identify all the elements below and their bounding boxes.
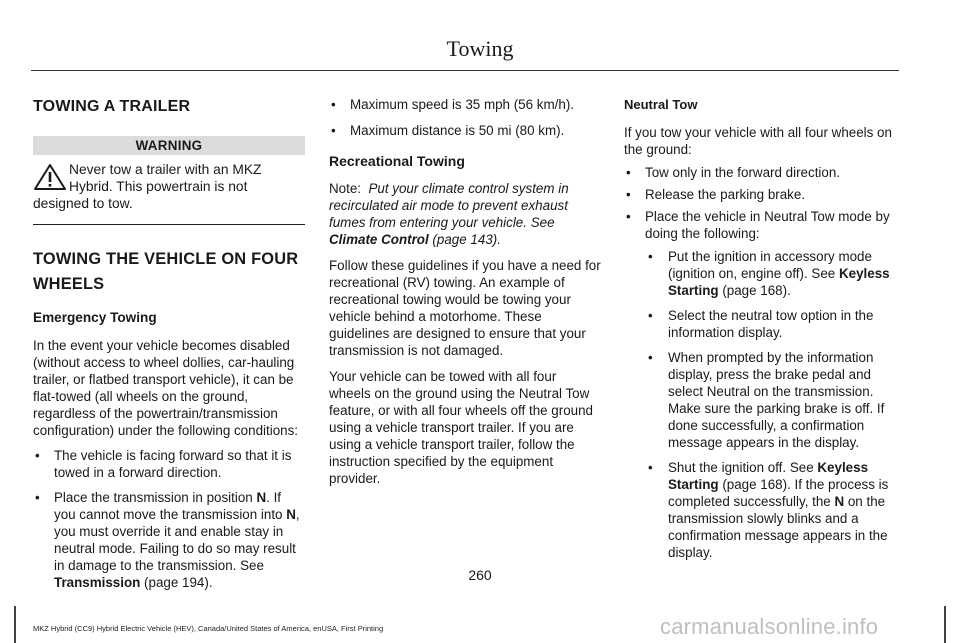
watermark: carmanualsonline.info <box>660 614 879 639</box>
bullet-text: When prompted by the information display, press the brake pedal and select Neutral on the transmission. Make sure the parking brake is off. If done successfully, a confirmation message appears in the display. <box>668 350 885 450</box>
bullet-text: Select the neutral tow option in the information display. <box>668 308 874 340</box>
recreational-paragraph-1: Follow these guidelines if you have a need for recreational (RV) towing. An example of recreational towing would be towing your vehicle behind a motorhome. These guidelines are designed to ensure that your transmission is not damaged. <box>329 258 601 358</box>
note-paragraph <box>329 180 601 248</box>
emergency-paragraph: In the event your vehicle becomes disabled (without access to wheel dollies, car-hauling trailer, or flatbed transport vehicle), it can be flat-towed (all wheels on the ground, regardless of the powertrain/transmission configuration) under the following conditions: <box>33 338 299 438</box>
note-label: Note: <box>329 181 362 196</box>
bullet-text: Maximum distance is 50 mi (80 km). <box>350 123 565 138</box>
list-item <box>329 96 601 113</box>
subheading-neutral-tow: Neutral Tow <box>624 97 698 112</box>
limits-list <box>329 96 601 139</box>
crop-mark-left <box>14 606 16 643</box>
column-1 <box>33 96 305 591</box>
bullet-text: Place the vehicle in Neutral Tow mode by doing the following: <box>645 209 890 241</box>
keyless-starting-link[interactable]: Keyless Starting <box>668 460 869 492</box>
bullet-text: Place the transmission in position <box>54 490 257 505</box>
list-item <box>646 248 896 299</box>
list-item <box>33 447 305 481</box>
warning-box <box>33 136 305 225</box>
page-reference: (page 194). <box>140 575 213 590</box>
subheading-emergency-towing: Emergency Towing <box>33 310 157 325</box>
list-item <box>329 122 601 139</box>
vehicle-info-footer: MKZ Hybrid (CC9) Hybrid Electric Vehicle (HEV), Canada/United States of America, enUSA, First Printing <box>33 624 384 633</box>
page-reference: (page 168). <box>718 283 791 298</box>
page-number: 260 <box>468 567 492 583</box>
list-item <box>646 307 896 341</box>
page-title: Towing <box>446 36 514 61</box>
bullet-text: . If you cannot move the transmission into <box>54 490 287 522</box>
neutral-tow-steps-list <box>646 248 896 561</box>
page-reference: (page 143). <box>428 232 501 247</box>
bullet-text: Shut the ignition off. See <box>668 460 818 475</box>
warning-label: WARNING <box>33 136 305 155</box>
bullet-text: , you must override it and enable stay in neutral mode. Failing to do so may result in damage to the transmission. See <box>54 507 300 573</box>
column-3 <box>624 96 896 561</box>
recreational-paragraph-2: Your vehicle can be towed with all four wheels on the ground using the Neutral Tow feature, or with all four wheels off the ground using a vehicle transport trailer. If you are using a vehicle transport trailer, follow the instruction specified by the equipment provider. <box>329 369 594 486</box>
bullet-text: Maximum speed is 35 mph (56 km/h). <box>350 97 574 112</box>
transmission-link[interactable]: Transmission <box>54 575 141 590</box>
warning-triangle-icon <box>33 163 67 191</box>
list-item <box>646 349 896 451</box>
warning-text: Never tow a trailer with an MKZ Hybrid. This powertrain is not designed to tow. <box>33 162 262 211</box>
crop-mark-right <box>944 606 946 643</box>
warning-body <box>33 155 305 225</box>
neutral-intro: If you tow your vehicle with all four wheels on the ground: <box>624 125 892 157</box>
neutral-letter: N <box>286 507 296 522</box>
list-item <box>624 208 896 242</box>
column-2 <box>329 96 601 487</box>
climate-control-link[interactable]: Climate Control <box>329 232 429 247</box>
list-item <box>624 164 896 181</box>
bullet-text: Release the parking brake. <box>645 187 806 202</box>
bullet-text: The vehicle is facing forward so that it is towed in a forward direction. <box>54 448 292 480</box>
heading-towing-trailer: TOWING A TRAILER <box>33 98 191 115</box>
bullet-text: on the transmission slowly blinks and a confirmation message appears in the display. <box>668 494 888 560</box>
heading-towing-four-wheels: TOWING THE VEHICLE ON FOUR WHEELS <box>33 250 299 293</box>
bullet-text: (page 168). If the process is completed successfully, the <box>668 477 889 509</box>
subheading-recreational-towing: Recreational Towing <box>329 153 465 169</box>
neutral-letter: N <box>834 494 845 509</box>
list-item <box>646 459 896 561</box>
list-item <box>624 186 896 203</box>
keyless-starting-link[interactable]: Keyless Starting <box>668 266 890 298</box>
header-rule <box>31 70 899 71</box>
bullet-text: Tow only in the forward direction. <box>645 165 841 180</box>
bullet-text: Put the ignition in accessory mode (ignition on, engine off). See <box>668 249 872 281</box>
neutral-tow-list <box>624 164 896 242</box>
neutral-letter: N <box>256 490 267 505</box>
note-text: Put your climate control system in recirculated air mode to prevent exhaust fumes from entering your vehicle. See <box>329 181 569 230</box>
